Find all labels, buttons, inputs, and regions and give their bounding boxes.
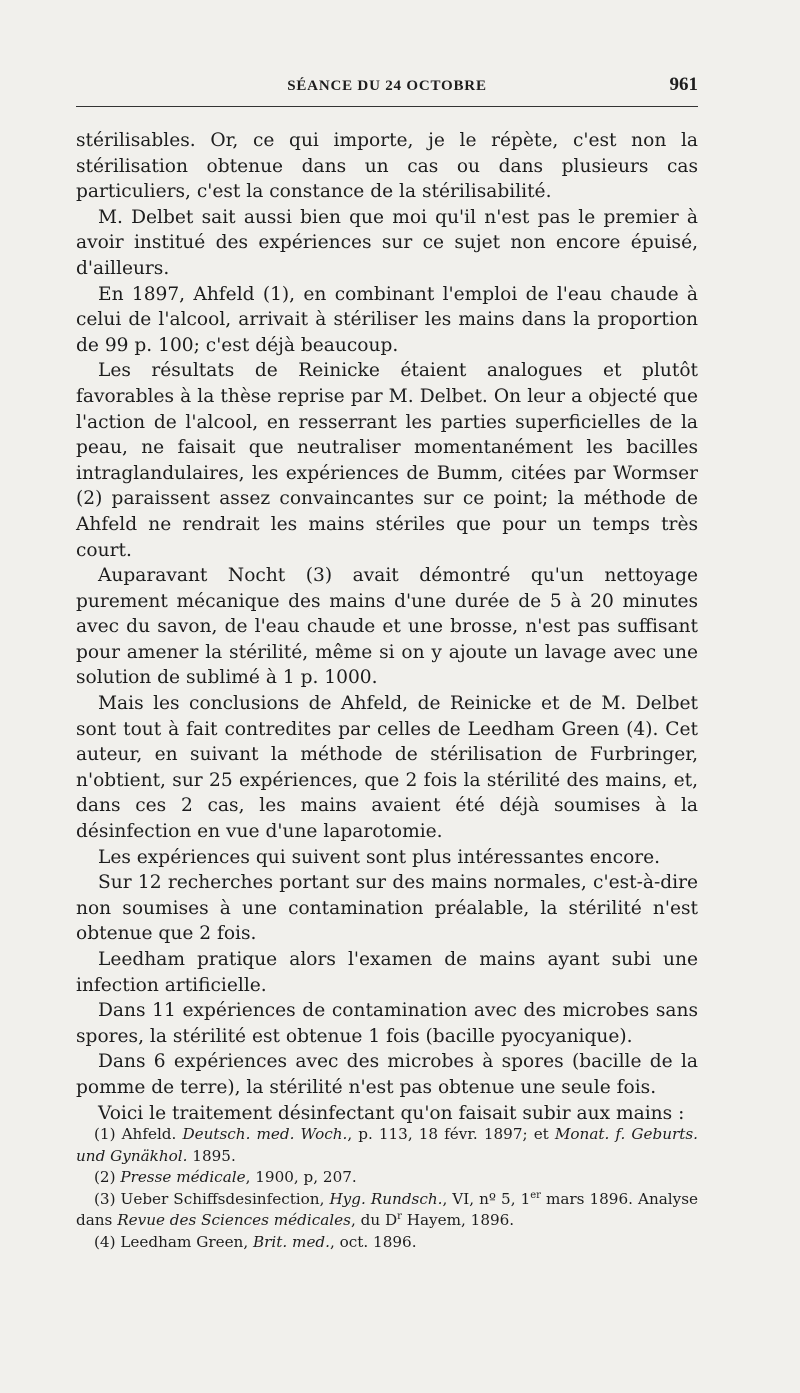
running-head: [76, 72, 698, 100]
paragraph: Les expériences qui suivent sont plus intéressantes encore.: [98, 846, 661, 868]
running-head-title: SÉANCE DU 24 OCTOBRE: [287, 78, 487, 94]
header-rule: [76, 106, 698, 107]
footnote-1: (1) Ahfeld. Deutsch. med. Woch., p. 113, 18 févr. 1897; et Monat. f. Geburts. und Gynäkhol. 1895.: [76, 1125, 698, 1165]
paragraph: Dans 6 expériences avec des microbes à spores (bacille de la pomme de terre), la stérilité n'est pas obtenue une seule fois.: [76, 1051, 698, 1098]
body-text: [76, 128, 698, 1126]
paragraph: stérilisables. Or, ce qui importe, je le répète, c'est non la stérilisation obtenue dans un cas ou dans plusieurs cas particuliers, c'est la constance de la stérilisabilité.: [76, 130, 698, 203]
paragraph: M. Delbet sait aussi bien que moi qu'il n'est pas le premier à avoir institué des expériences sur ce sujet non encore épuisé, d'ailleurs.: [76, 206, 698, 279]
paragraph: Dans 11 expériences de contamination avec des microbes sans spores, la stérilité est obtenue 1 fois (bacille pyocyanique).: [76, 1000, 698, 1047]
footnote-3: (3) Ueber Schiffsdesinfection, Hyg. Rundsch., VI, nº 5, 1er mars 1896. Analyse dans Revue des Sciences médicales, du $D^r$ Hayem, 1896.: [76, 1189, 698, 1229]
paragraph: Leedham pratique alors l'examen de mains ayant subi une infection artificielle.: [76, 949, 698, 996]
paragraph: Les résultats de Reinicke étaient analogues et plutôt favorables à la thèse reprise par M. Delbet. On leur a objecté que l'action de l'alcool, en resserrant les parties superficielles de la peau, ne faisait que neutraliser momentanément les bacilles intraglandulaires, les expériences de Bumm, citées par Wormser (2) paraissent assez convaincantes sur ce point; la méthode de Ahfeld ne rendrait les mains stériles que pour un temps très court.: [76, 360, 698, 561]
paragraph: Mais les conclusions de Ahfeld, de Reinicke et de M. Delbet sont tout à fait contredites par celles de Leedham Green (4). Cet auteur, en suivant la méthode de stérilisation de Furbringer, n'obtient, sur 25 expériences, que 2 fois la stérilité des mains, et, dans ces 2 cas, les mains avaient été déjà soumises à la désinfection en vue d'une laparotomie.: [76, 693, 698, 843]
paragraph: Auparavant Nocht (3) avait démontré qu'un nettoyage purement mécanique des mains d'une durée de 5 à 20 minutes avec du savon, de l'eau chaude et une brosse, n'est pas suffisant pour amener la stérilité, même si on y ajoute un lavage avec une solution de sublimé à 1 p. 1000.: [76, 565, 698, 689]
footnotes: [76, 1124, 698, 1253]
footnote-4: (4) Leedham Green, Brit. med., oct. 1896.: [94, 1232, 417, 1251]
page-number: 961: [669, 74, 698, 95]
paragraph: Sur 12 recherches portant sur des mains normales, c'est-à-dire non soumises à une contamination préalable, la stérilité n'est obtenue que 2 fois.: [76, 872, 698, 945]
paragraph: Voici le traitement désinfectant qu'on faisait subir aux mains :: [98, 1102, 685, 1124]
footnote-2: (2) Presse médicale, 1900, p, 207.: [94, 1168, 357, 1186]
paragraph: En 1897, Ahfeld (1), en combinant l'emploi de l'eau chaude à celui de l'alcool, arrivait à stériliser les mains dans la proportion de 99 p. 100; c'est déjà beaucoup.: [76, 283, 698, 356]
